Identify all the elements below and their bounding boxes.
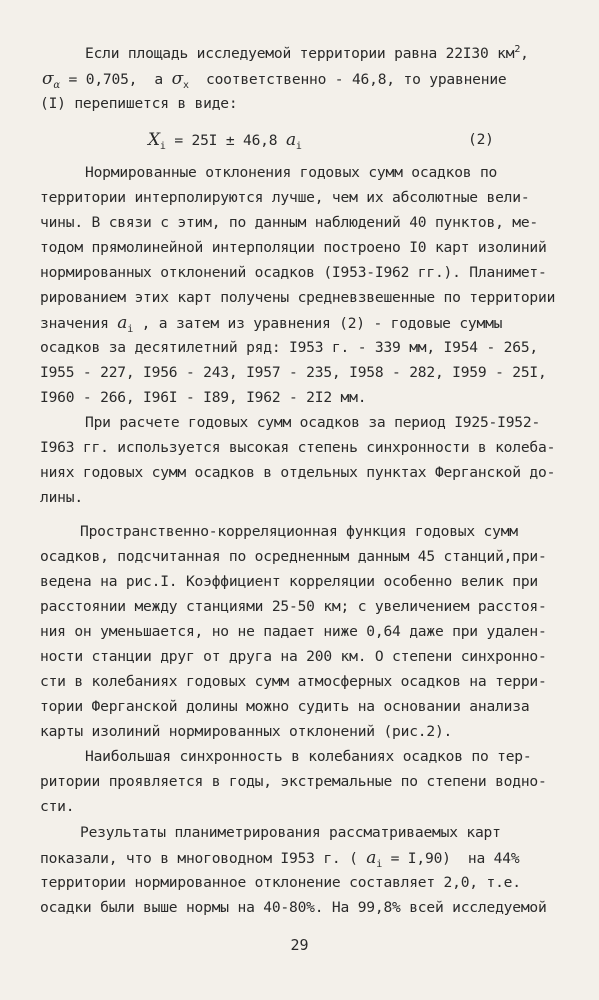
paragraph-6-line-4: осадки были выше нормы на 40-80%. На 99,8% всей исследуемой	[40, 899, 547, 916]
paragraph-6-line-1: Результаты планиметрирования рассматриваемых карт	[80, 824, 501, 841]
paragraph-3-line-1: При расчете годовых сумм осадков за период I925-I952-	[85, 414, 541, 431]
paragraph-4-line-1: Пространственно-корреляционная функция годовых сумм	[80, 523, 518, 540]
paragraph-2-line-4: тодом прямолинейной интерполяции построено I0 карт изолиний	[40, 239, 547, 256]
paragraph-2-line-7: значения $a_i$ , а затем из уравнения (2) - годовые суммы	[40, 313, 503, 335]
paragraph-2-line-1: Нормированные отклонения годовых сумм осадков по	[85, 164, 498, 181]
paragraph-5-line-1: Наибольшая синхронность в колебаниях осадков по тер-	[85, 748, 532, 765]
paragraph-3-line-4: лины.	[40, 489, 83, 506]
paragraph-1-line-3: (I) перепишется в виде:	[40, 95, 238, 112]
paragraph-6-line-3: территории нормированное отклонение составляет 2,0, т.е.	[40, 874, 521, 891]
paragraph-4-line-5: ния он уменьшается, но не падает ниже 0,64 даже при удален-	[40, 623, 547, 640]
paragraph-2-line-6: рированием этих карт получены средневзвешенные по территории	[40, 289, 556, 306]
paragraph-4-line-8: тории Ферганской долины можно судить на основании анализа	[40, 698, 530, 715]
paragraph-1-line-1: Если площадь исследуемой территории равна 22I30 $км^2$,	[85, 44, 529, 62]
paragraph-4-line-2: осадков, подсчитанная по осредненным данным 45 станций,при-	[40, 548, 547, 565]
page-number: 29	[290, 936, 309, 954]
paragraph-2-line-2: территории интерполируются лучше, чем их абсолютные вели-	[40, 189, 530, 206]
paragraph-2-line-3: чины. В связи с этим, по данным наблюдений 40 пунктов, ме-	[40, 214, 538, 231]
paragraph-2-line-10: I960 - 266, I96I - I89, I962 - 2I2 мм.	[40, 389, 367, 406]
paragraph-4-line-4: расстоянии между станциями 25-50 км; с увеличением расстоя-	[40, 598, 547, 615]
paragraph-2-line-8: осадков за десятилетний ряд: I953 г. - 339 мм, I954 - 265,	[40, 339, 538, 356]
paragraph-4-line-7: сти в колебаниях годовых сумм атмосферных осадков на терри-	[40, 673, 547, 690]
paragraph-4-line-9: карты изолиний нормированных отклонений (рис.2).	[40, 723, 453, 740]
paragraph-5-line-2: ритории проявляется в годы, экстремальные по степени водно-	[40, 773, 547, 790]
equation-2: $X_i = 25I \pm 46,8$ $a_i$ (2)	[148, 130, 494, 152]
paragraph-2-line-9: I955 - 227, I956 - 243, I957 - 235, I958 - 282, I959 - 25I,	[40, 364, 547, 381]
paragraph-5-line-3: сти.	[40, 798, 75, 815]
paragraph-3-line-3: ниях годовых сумм осадков в отдельных пунктах Ферганской до-	[40, 464, 556, 481]
paragraph-1-line-2: $\sigma_\alpha = 0,705$, а $\sigma_x$ соответственно - 46,8, то уравнение	[42, 69, 507, 91]
paragraph-4-line-6: ности станции друг от друга на 200 км. О степени синхронно-	[40, 648, 547, 665]
paragraph-6-line-2: показали, что в многоводном I953 г. ( $a_i = I,90$) на 44%	[40, 848, 520, 870]
equation-number: (2)	[468, 131, 494, 148]
paragraph-3-line-2: I963 гг. используется высокая степень синхронности в колеба-	[40, 439, 556, 456]
paragraph-4-line-3: ведена на рис.I. Коэффициент корреляции особенно велик при	[40, 573, 538, 590]
paragraph-2-line-5: нормированных отклонений осадков (I953-I962 гг.). Планимет-	[40, 264, 547, 281]
